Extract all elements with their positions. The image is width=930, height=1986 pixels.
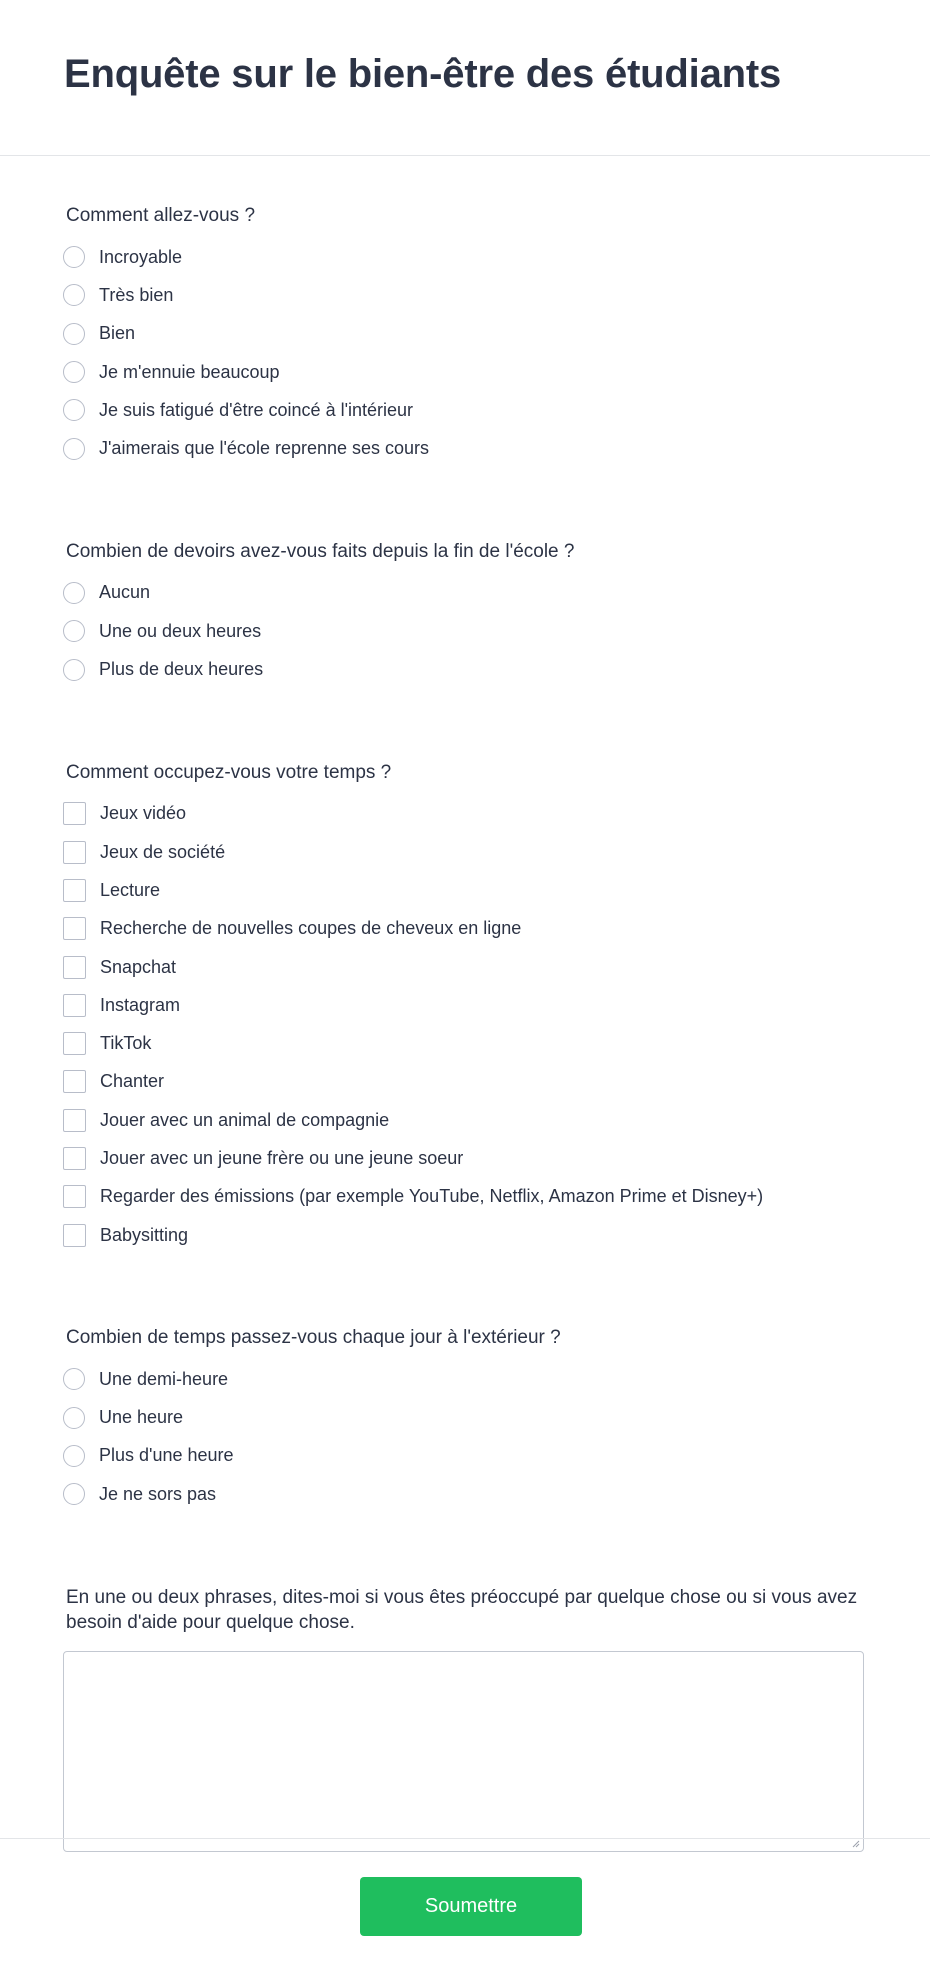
option-label: Recherche de nouvelles coupes de cheveux en ligne — [100, 918, 522, 939]
checkbox-option[interactable] — [63, 795, 930, 833]
checkbox[interactable] — [63, 1109, 86, 1132]
radio-option[interactable] — [63, 612, 930, 650]
checkbox-option[interactable] — [63, 871, 930, 909]
checkbox[interactable] — [63, 841, 86, 864]
option-label: J'aimerais que l'école reprenne ses cours — [99, 438, 430, 459]
checkbox-option[interactable] — [63, 986, 930, 1024]
page-title: Enquête sur le bien-être des étudiants — [64, 52, 782, 96]
option-label: Incroyable — [99, 246, 183, 267]
form-body — [0, 156, 930, 1852]
radio-button[interactable] — [63, 1407, 85, 1429]
radio-button[interactable] — [63, 399, 85, 421]
option-label: Je m'ennuie beaucoup — [99, 361, 280, 382]
checkbox-option[interactable] — [63, 1178, 930, 1216]
form-header — [0, 0, 930, 156]
checkbox-option[interactable] — [63, 910, 930, 948]
option-label: Une heure — [99, 1407, 184, 1428]
option-label: Snapchat — [100, 956, 177, 977]
option-label: Aucun — [99, 582, 151, 603]
option-label: Jouer avec un jeune frère ou une jeune soeur — [100, 1147, 464, 1168]
radio-button[interactable] — [63, 659, 85, 681]
option-label: Regarder des émissions (par exemple YouTube, Netflix, Amazon Prime et Disney+) — [100, 1186, 764, 1207]
radio-option[interactable] — [63, 276, 930, 314]
radio-button[interactable] — [63, 361, 85, 383]
question-homework — [63, 540, 930, 689]
checkbox[interactable] — [63, 1147, 86, 1170]
option-label: Une ou deux heures — [99, 620, 262, 641]
question-time-usage — [63, 761, 930, 1255]
question-label: Combien de devoirs avez-vous faits depuis la fin de l'école ? — [66, 540, 575, 562]
checkbox[interactable] — [63, 956, 86, 979]
radio-option[interactable] — [63, 1437, 930, 1475]
radio-option[interactable] — [63, 429, 930, 467]
option-label: Une demi-heure — [99, 1368, 229, 1389]
radio-button[interactable] — [63, 284, 85, 306]
checkbox-option[interactable] — [63, 1216, 930, 1254]
checkbox[interactable] — [63, 1070, 86, 1093]
checkbox[interactable] — [63, 802, 86, 825]
concerns-textarea[interactable] — [63, 1651, 864, 1852]
radio-button[interactable] — [63, 246, 85, 268]
checkbox-option[interactable] — [63, 1063, 930, 1101]
radio-button[interactable] — [63, 323, 85, 345]
option-label: Jeux de société — [100, 841, 226, 862]
radio-option[interactable] — [63, 391, 930, 429]
radio-option[interactable] — [63, 353, 930, 391]
question-label: Comment occupez-vous votre temps ? — [66, 761, 392, 783]
option-label: Babysitting — [100, 1224, 189, 1245]
radio-option[interactable] — [63, 574, 930, 612]
radio-button[interactable] — [63, 1445, 85, 1467]
checkbox-option[interactable] — [63, 833, 930, 871]
submit-button[interactable]: Soumettre — [360, 1877, 582, 1936]
radio-option[interactable] — [63, 650, 930, 688]
radio-option[interactable] — [63, 238, 930, 276]
radio-button[interactable] — [63, 1483, 85, 1505]
question-label: Combien de temps passez-vous chaque jour à l'extérieur ? — [66, 1327, 561, 1349]
radio-button[interactable] — [63, 582, 85, 604]
checkbox[interactable] — [63, 1224, 86, 1247]
option-label: TikTok — [100, 1033, 152, 1054]
question-label: Comment allez-vous ? — [66, 205, 256, 226]
option-label: Je suis fatigué d'être coincé à l'intérieur — [99, 399, 414, 420]
option-label: Plus d'une heure — [99, 1445, 234, 1466]
option-label: Bien — [99, 323, 136, 344]
radio-button[interactable] — [63, 1368, 85, 1390]
checkbox[interactable] — [63, 994, 86, 1017]
radio-option[interactable] — [63, 315, 930, 353]
option-label: Lecture — [100, 879, 161, 900]
checkbox[interactable] — [63, 1185, 86, 1208]
checkbox-option[interactable] — [63, 1139, 930, 1177]
form-footer — [0, 1838, 930, 1986]
option-label: Très bien — [99, 284, 174, 305]
radio-option[interactable] — [63, 1475, 930, 1513]
radio-option[interactable] — [63, 1360, 930, 1398]
checkbox-option[interactable] — [63, 1024, 930, 1062]
checkbox[interactable] — [63, 917, 86, 940]
radio-button[interactable] — [63, 620, 85, 642]
question-outdoor-time — [63, 1326, 930, 1513]
option-label: Jeux vidéo — [100, 803, 187, 824]
option-label: Jouer avec un animal de compagnie — [100, 1109, 390, 1130]
checkbox-option[interactable] — [63, 948, 930, 986]
question-how-are-you — [63, 204, 930, 468]
checkbox-option[interactable] — [63, 1101, 930, 1139]
checkbox[interactable] — [63, 879, 86, 902]
radio-option[interactable] — [63, 1399, 930, 1437]
question-label: En une ou deux phrases, dites-moi si vous êtes préoccupé par quelque chose ou si vous avez besoin d'aide pour quelque chose. — [66, 1587, 858, 1634]
option-label: Je ne sors pas — [99, 1483, 217, 1504]
checkbox[interactable] — [63, 1032, 86, 1055]
question-concerns — [63, 1585, 930, 1852]
radio-button[interactable] — [63, 438, 85, 460]
option-label: Plus de deux heures — [99, 659, 264, 680]
option-label: Instagram — [100, 994, 181, 1015]
option-label: Chanter — [100, 1071, 165, 1092]
